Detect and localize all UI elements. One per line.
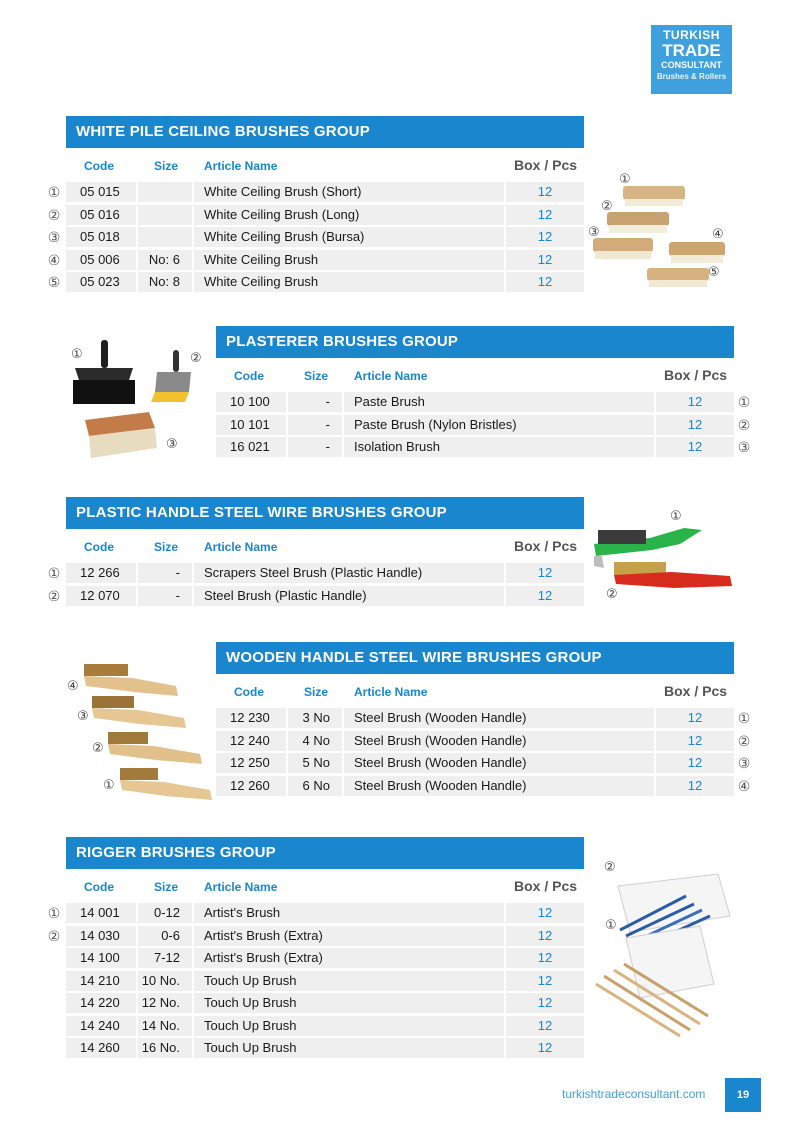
cell-name: Steel Brush (Wooden Handle): [344, 753, 654, 773]
artist-brush-box-2-illustration: [596, 926, 714, 1036]
cell-size: 4 No: [288, 731, 342, 751]
cell-code: 05 015: [66, 182, 136, 202]
cell-box: 12: [656, 415, 734, 435]
column-headers: [216, 674, 734, 708]
cell-name: Isolation Brush: [344, 437, 654, 457]
row-number-mark: ①: [47, 905, 61, 921]
section-1: [47, 116, 584, 295]
row-number-mark: ②: [737, 416, 751, 433]
cell-box: 12: [506, 993, 584, 1013]
section-title: RIGGER BRUSHES GROUP: [66, 837, 584, 869]
image-mark-1: ①: [619, 171, 631, 186]
cell-code: 16 021: [216, 437, 286, 457]
image-mark-3: ③: [588, 224, 600, 239]
cell-name: Paste Brush: [344, 392, 654, 412]
header-name: Article Name: [204, 880, 278, 894]
logo-line-4: Brushes & Rollers: [656, 72, 727, 81]
rigger-brushes-image: [590, 866, 740, 1066]
cell-size: 14 No.: [138, 1016, 192, 1036]
table-row: [47, 250, 584, 270]
table-row: [66, 948, 584, 968]
cell-name: White Ceiling Brush: [194, 250, 504, 270]
cell-size: 3 No: [288, 708, 342, 728]
logo-line-1: TURKISH: [663, 28, 720, 42]
image-mark-2: ②: [190, 350, 202, 365]
row-number-mark: [46, 993, 62, 1013]
row-number-mark: ①: [737, 710, 751, 726]
cell-code: 14 100: [66, 948, 136, 968]
cell-box: 12: [506, 971, 584, 991]
ceiling-brush-4-illustration: [669, 242, 725, 263]
cell-code: 12 266: [66, 563, 136, 583]
section-title: PLASTIC HANDLE STEEL WIRE BRUSHES GROUP: [66, 497, 584, 529]
cell-size: 16 No.: [138, 1038, 192, 1058]
column-headers: [66, 148, 584, 182]
table-row: [216, 437, 751, 457]
table-row: [47, 586, 584, 606]
section-5: [47, 837, 584, 1061]
table-row: [47, 926, 584, 946]
header-box: Box / Pcs: [664, 367, 728, 383]
cell-code: 12 250: [216, 753, 286, 773]
header-size: Size: [154, 540, 179, 554]
section-title: PLASTERER BRUSHES GROUP: [216, 326, 734, 358]
header-code: Code: [84, 159, 114, 173]
row-number-mark: ①: [47, 565, 61, 581]
cell-name: White Ceiling Brush (Long): [194, 205, 504, 225]
row-number-mark: ②: [47, 927, 61, 944]
ceiling-brush-1-illustration: [623, 186, 685, 206]
cell-code: 14 220: [66, 993, 136, 1013]
row-number-mark: ④: [47, 251, 61, 268]
cell-name: Steel Brush (Wooden Handle): [344, 731, 654, 751]
row-number-mark: ③: [47, 229, 61, 245]
cell-code: 12 230: [216, 708, 286, 728]
row-number-mark: ⑤: [47, 274, 61, 290]
cell-name: White Ceiling Brush (Bursa): [194, 227, 504, 247]
header-box: Box / Pcs: [514, 878, 578, 894]
header-code: Code: [234, 369, 264, 383]
cell-name: Scrapers Steel Brush (Plastic Handle): [194, 563, 504, 583]
cell-box: 12: [656, 731, 734, 751]
header-size: Size: [154, 880, 179, 894]
cell-code: 10 101: [216, 415, 286, 435]
cell-name: Steel Brush (Wooden Handle): [344, 708, 654, 728]
row-number-mark: ②: [737, 732, 751, 749]
section-2: [216, 326, 751, 460]
cell-code: 14 001: [66, 903, 136, 923]
cell-box: 12: [656, 753, 734, 773]
nylon-paste-brush-illustration: [151, 350, 191, 402]
cell-code: 14 210: [66, 971, 136, 991]
table-row: [47, 563, 584, 583]
table-row: [47, 272, 584, 292]
cell-box: 12: [506, 182, 584, 202]
cell-name: Touch Up Brush: [194, 1038, 504, 1058]
header-box: Box / Pcs: [514, 538, 578, 554]
cell-box: 12: [656, 776, 734, 796]
image-mark-3: ③: [77, 708, 89, 723]
cell-size: 12 No.: [138, 993, 192, 1013]
cell-box: 12: [506, 926, 584, 946]
table-row: [216, 708, 751, 728]
image-mark-2: ②: [601, 198, 613, 213]
image-mark-1: ①: [605, 917, 617, 932]
cell-box: 12: [506, 948, 584, 968]
cell-name: Steel Brush (Plastic Handle): [194, 586, 504, 606]
row-number-mark: ④: [737, 777, 751, 794]
isolation-brush-illustration: [85, 412, 157, 458]
image-mark-3: ③: [166, 436, 178, 451]
table-row: [216, 776, 751, 796]
cell-box: 12: [506, 227, 584, 247]
row-number-mark: [46, 1038, 62, 1058]
header-code: Code: [84, 540, 114, 554]
cell-name: Steel Brush (Wooden Handle): [344, 776, 654, 796]
section-3: [47, 497, 584, 608]
cell-size: -: [288, 415, 342, 435]
table-row: [66, 1016, 584, 1036]
cell-name: Artist's Brush (Extra): [194, 948, 504, 968]
cell-code: 05 006: [66, 250, 136, 270]
table-row: [66, 1038, 584, 1058]
row-number-mark: ②: [47, 206, 61, 223]
wooden-wire-brush-3-illustration: [120, 768, 212, 800]
cell-code: 14 030: [66, 926, 136, 946]
wooden-wire-brush-6-illustration: [84, 664, 178, 696]
logo-line-3: CONSULTANT: [661, 60, 722, 70]
section-title: WOODEN HANDLE STEEL WIRE BRUSHES GROUP: [216, 642, 734, 674]
table-row: [216, 415, 751, 435]
cell-code: 05 016: [66, 205, 136, 225]
cell-name: Artist's Brush: [194, 903, 504, 923]
wooden-wire-brush-5-illustration: [92, 696, 186, 728]
logo-line-2: TRADE: [662, 41, 721, 60]
cell-box: 12: [506, 272, 584, 292]
image-mark-1: ①: [103, 777, 115, 792]
cell-size: -: [138, 563, 192, 583]
brand-logo: [651, 25, 732, 94]
table-row: [216, 753, 751, 773]
cell-box: 12: [506, 250, 584, 270]
table-row: [66, 993, 584, 1013]
cell-size: [138, 227, 192, 247]
table-row: [47, 903, 584, 923]
footer-website-link[interactable]: turkishtradeconsultant.com: [562, 1087, 706, 1101]
column-headers: [66, 869, 584, 903]
cell-name: Artist's Brush (Extra): [194, 926, 504, 946]
image-mark-2: ②: [604, 859, 616, 874]
cell-name: Touch Up Brush: [194, 971, 504, 991]
plastic-handle-brushes-image: [592, 516, 737, 596]
header-size: Size: [154, 159, 179, 173]
ceiling-brush-3-illustration: [593, 238, 653, 259]
cell-name: White Ceiling Brush (Short): [194, 182, 504, 202]
image-mark-5: ⑤: [708, 264, 720, 279]
cell-name: Touch Up Brush: [194, 993, 504, 1013]
header-size: Size: [304, 685, 329, 699]
cell-code: 14 240: [66, 1016, 136, 1036]
ceiling-brush-5-illustration: [647, 268, 709, 287]
cell-name: Paste Brush (Nylon Bristles): [344, 415, 654, 435]
cell-size: -: [288, 392, 342, 412]
row-number-mark: [46, 1016, 62, 1036]
cell-box: 12: [506, 586, 584, 606]
cell-size: [138, 182, 192, 202]
header-name: Article Name: [354, 685, 428, 699]
cell-name: White Ceiling Brush: [194, 272, 504, 292]
cell-box: 12: [506, 1038, 584, 1058]
plastic-handle-steel-brush-illustration: [614, 562, 732, 588]
cell-box: 12: [506, 563, 584, 583]
cell-box: 12: [506, 903, 584, 923]
cell-size: 6 No: [288, 776, 342, 796]
header-name: Article Name: [354, 369, 428, 383]
image-mark-2: ②: [606, 586, 618, 601]
cell-size: 10 No.: [138, 971, 192, 991]
cell-box: 12: [656, 708, 734, 728]
image-mark-1: ①: [71, 346, 83, 361]
cell-code: 12 240: [216, 731, 286, 751]
cell-size: No: 6: [138, 250, 192, 270]
ceiling-brush-2-illustration: [607, 212, 669, 233]
table-row: [47, 227, 584, 247]
header-name: Article Name: [204, 159, 278, 173]
header-code: Code: [234, 685, 264, 699]
cell-code: 05 018: [66, 227, 136, 247]
cell-size: 7-12: [138, 948, 192, 968]
section-4: [216, 642, 751, 798]
table-row: [66, 971, 584, 991]
table-row: [216, 731, 751, 751]
row-number-mark: ①: [47, 184, 61, 200]
row-number-mark: ①: [737, 394, 751, 410]
cell-size: -: [138, 586, 192, 606]
header-box: Box / Pcs: [514, 157, 578, 173]
cell-box: 12: [506, 1016, 584, 1036]
cell-name: Touch Up Brush: [194, 1016, 504, 1036]
wooden-wire-brush-4-illustration: [108, 732, 202, 764]
cell-size: [138, 205, 192, 225]
cell-code: 12 260: [216, 776, 286, 796]
row-number-mark: ②: [47, 587, 61, 604]
cell-size: -: [288, 437, 342, 457]
cell-code: 14 260: [66, 1038, 136, 1058]
cell-code: 10 100: [216, 392, 286, 412]
cell-size: 0-6: [138, 926, 192, 946]
section-title: WHITE PILE CEILING BRUSHES GROUP: [66, 116, 584, 148]
header-code: Code: [84, 880, 114, 894]
page-number: 19: [725, 1078, 761, 1112]
image-mark-1: ①: [670, 508, 682, 523]
table-row: [216, 392, 751, 412]
table-row: [47, 205, 584, 225]
cell-size: 0-12: [138, 903, 192, 923]
image-mark-2: ②: [92, 740, 104, 755]
column-headers: [216, 358, 734, 392]
header-size: Size: [304, 369, 329, 383]
row-number-mark: ③: [737, 439, 751, 455]
row-number-mark: [46, 948, 62, 968]
header-name: Article Name: [204, 540, 278, 554]
header-box: Box / Pcs: [664, 683, 728, 699]
cell-code: 05 023: [66, 272, 136, 292]
cell-box: 12: [656, 392, 734, 412]
cell-box: 12: [656, 437, 734, 457]
image-mark-4: ④: [67, 678, 79, 693]
cell-size: No: 8: [138, 272, 192, 292]
cell-size: 5 No: [288, 753, 342, 773]
row-number-mark: ③: [737, 755, 751, 771]
row-number-mark: [46, 971, 62, 991]
column-headers: [66, 529, 584, 563]
table-row: [47, 182, 584, 202]
image-mark-4: ④: [712, 226, 724, 241]
cell-code: 12 070: [66, 586, 136, 606]
cell-box: 12: [506, 205, 584, 225]
